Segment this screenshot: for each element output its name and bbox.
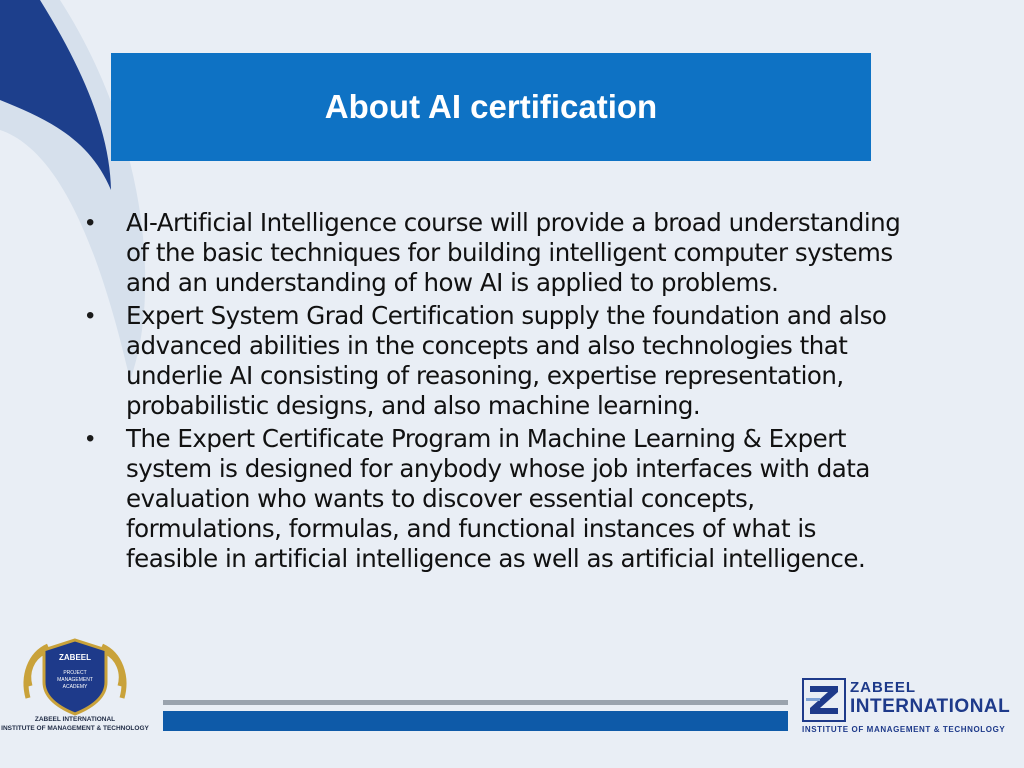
bullet-text: Expert System Grad Certification supply the foundation and also advanced abilities in the concepts and also technologies that underlie AI consisting of reasoning, expertise representation, probabilistic designs, and also machine learning. (126, 301, 887, 420)
bullet-list (82, 208, 912, 577)
institute-name-line-2: INTERNATIONAL (850, 696, 1011, 717)
bullet-marker: • (86, 302, 95, 329)
bullet-item (82, 208, 912, 298)
badge-line-1: ZABEEL (59, 653, 91, 662)
bullet-item (82, 424, 912, 574)
institute-name-line-1: ZABEEL (850, 679, 916, 696)
footer-bar (163, 711, 788, 731)
title-bar (111, 53, 871, 161)
bullet-marker: • (86, 425, 95, 452)
bullet-text: The Expert Certificate Program in Machine Learning & Expert system is designed for anybody whose job interfaces with data evaluation who wants to discover essential concepts, formulations, formulas, and functional instances of what is feasible in artificial intelligence as well as artificial intelligence. (126, 424, 870, 573)
academy-caption (0, 715, 150, 733)
bullet-item (82, 301, 912, 421)
bullet-marker: • (86, 209, 95, 236)
slide-title: About AI certification (324, 88, 658, 125)
badge-line-2: PROJECT (63, 670, 87, 676)
footer-divider (163, 700, 788, 705)
badge-line-3: MANAGEMENT (57, 677, 93, 683)
academy-badge-logo (20, 636, 130, 716)
badge-line-4: ACADEMY (62, 684, 88, 690)
institute-tagline: INSTITUTE OF MANAGEMENT & TECHNOLOGY (802, 725, 1006, 734)
academy-caption-line-2: INSTITUTE OF MANAGEMENT & TECHNOLOGY (1, 725, 149, 732)
zabeel-z-logo-icon (802, 678, 846, 722)
institute-name (850, 680, 1010, 718)
academy-caption-line-1: ZABEEL INTERNATIONAL (34, 716, 116, 723)
bullet-text: AI-Artificial Intelligence course will provide a broad understanding of the basic techniques for building intelligent computer systems and an understanding of how AI is applied to problems. (126, 208, 901, 297)
